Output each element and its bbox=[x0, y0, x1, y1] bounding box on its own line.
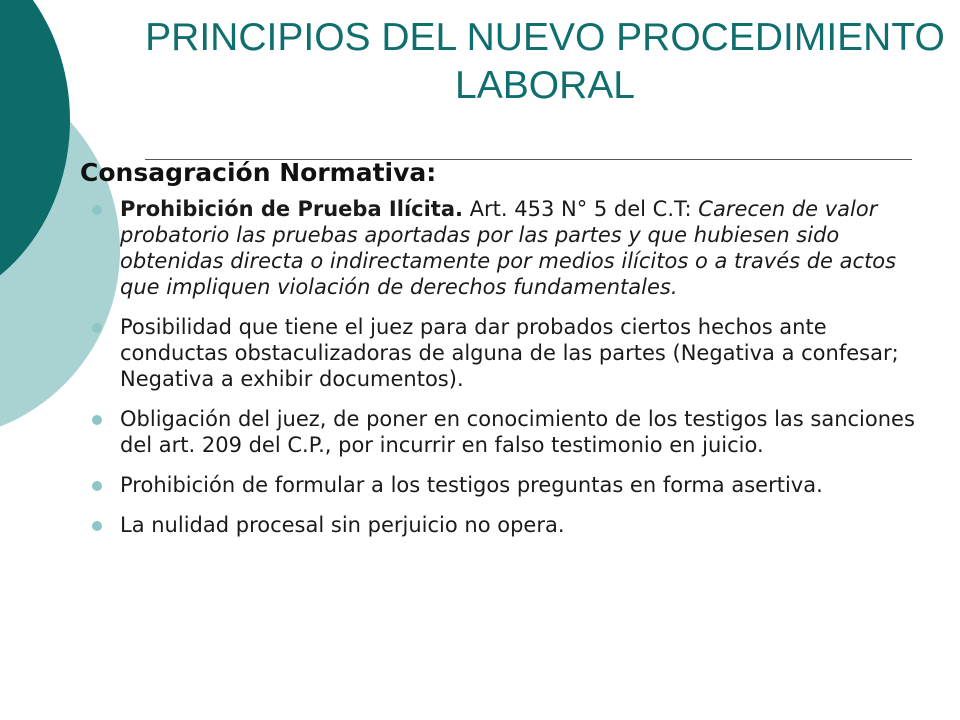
bullet-text: Prohibición de formular a los testigos preguntas en forma asertiva. bbox=[120, 473, 823, 497]
bullet-text: La nulidad procesal sin perjuicio no opera. bbox=[120, 513, 565, 537]
bullet-text: Posibilidad que tiene el juez para dar probados ciertos hechos ante conductas obstaculizadoras de alguna de las partes (Negativa a confesar; Negativa a exhibir documentos). bbox=[120, 315, 899, 391]
bullet-item bbox=[88, 472, 918, 498]
bullet-icon bbox=[92, 323, 102, 333]
bullet-item bbox=[88, 314, 918, 392]
bullet-item bbox=[88, 196, 918, 300]
bullet-citation: Art. 453 N° 5 del C.T: bbox=[462, 197, 699, 221]
bullet-icon bbox=[92, 415, 102, 425]
bullet-list bbox=[88, 196, 918, 552]
bullet-icon bbox=[92, 481, 102, 491]
bullet-item bbox=[88, 512, 918, 538]
section-heading: Consagración Normativa: bbox=[80, 158, 437, 187]
slide-title: PRINCIPIOS DEL NUEVO PROCEDIMIENTO LABORAL bbox=[145, 16, 945, 107]
bullet-text: Obligación del juez, de poner en conocimiento de los testigos las sanciones del art. 209 del C.P., por incurrir en falso testimonio en juicio. bbox=[120, 407, 915, 457]
bullet-item bbox=[88, 406, 918, 458]
bullet-quote: Carecen de valor probatorio las pruebas aportadas por las partes y que hubiesen sido obtenidas directa o indirectamente por medios ilícitos o a través de actos que impliquen violación de derechos fundamentales. bbox=[120, 197, 897, 299]
bullet-icon bbox=[92, 521, 102, 531]
bullet-icon bbox=[92, 205, 102, 215]
bullet-bold-lead: Prohibición de Prueba Ilícita. bbox=[120, 197, 463, 221]
